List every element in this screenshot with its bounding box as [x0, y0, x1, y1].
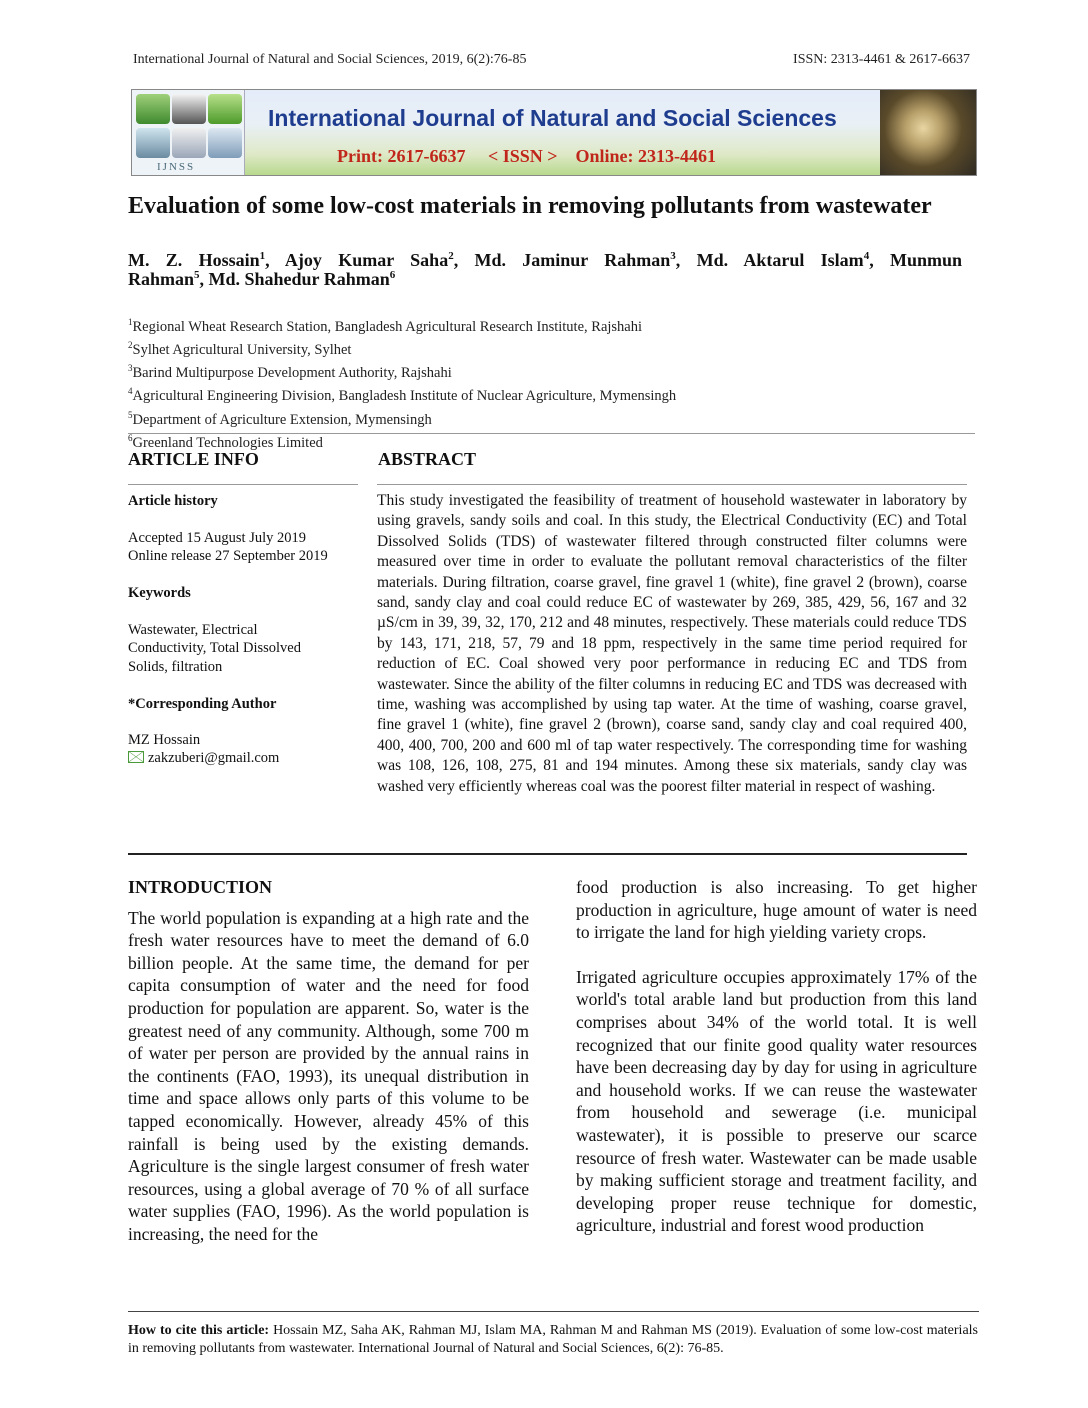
author-name: Md. Aktarul Islam [696, 250, 864, 270]
fish-icon [136, 128, 170, 158]
intro-left-column [128, 876, 529, 1246]
intro-right-column [576, 876, 977, 1237]
author-name-second-part: Rahman [128, 269, 195, 289]
divider [377, 484, 967, 485]
affiliation: $^1$Regional Wheat Research Station, Bangladesh Agricultural Research Institute, Rajshahi [128, 317, 643, 335]
banner-issn: Print: 2617-6637 < ISSN > Online: 2313-4461 [337, 146, 717, 166]
journal-logo [132, 90, 245, 175]
introduction-heading: INTRODUCTION [128, 877, 273, 897]
molecule-icon [172, 128, 206, 158]
citation-label: How to cite this article: [128, 1323, 270, 1338]
article-info-heading: ARTICLE INFO [128, 449, 259, 469]
author-list-line2: Rahman$^5$, Md. Shahedur Rahman$^6$ [128, 269, 396, 289]
paragraph: food production is also increasing. To get higher production in agriculture, huge amount of water is need to irrigate the land for high yielding variety crops. [576, 877, 977, 943]
author-name: Md. Jaminur Rahman [474, 250, 671, 270]
root-photo [880, 90, 976, 175]
author-name: M. Z. Hossain [128, 250, 260, 270]
affiliation: $^2$Sylhet Agricultural University, Sylhet [128, 340, 352, 358]
divider [128, 1311, 979, 1312]
logo-text: IJNSS [157, 161, 196, 173]
email-address[interactable]: zakzuberi@gmail.com [148, 750, 280, 766]
divider [128, 484, 358, 485]
article-history-label: Article history [128, 493, 218, 509]
affiliations [128, 313, 676, 452]
banner-title: International Journal of Natural and Social Sciences [268, 105, 837, 131]
citation-footer [128, 1322, 978, 1359]
divider [128, 433, 975, 434]
running-header-issn: ISSN: 2313-4461 & 2617-6637 [793, 52, 970, 67]
paragraph: Irrigated agriculture occupies approximately 17% of the world's total arable land but production from this land comprises about 34% of the world total. It is well recognized that our finite good quality water resources have been decreasing day by day for using in agriculture and household works. If we can reuse the wastewater from household and sewerage (i.e. municipal wastewater), it is possible to preserve our scarce resource of fresh water. Wastewater can be made usable by making sufficient storage and treatment facility, and developing proper reuse technique for domestic, agriculture, industrial and forest wood production [576, 966, 977, 1236]
corresponding-email[interactable] [128, 749, 358, 767]
divider [128, 853, 967, 855]
accepted-date: Accepted 15 August July 2019 [128, 530, 307, 546]
author-name: Md. Shahedur Rahman [208, 269, 390, 289]
keywords: Wastewater, Electrical Conductivity, Total Dissolved Solids, filtration [128, 622, 301, 675]
author-name: Ajoy Kumar Saha [284, 250, 449, 270]
author-name-first-part: Munmun [889, 250, 963, 270]
affiliation: $^4$Agricultural Engineering Division, Bangladesh Institute of Nuclear Agriculture, Mymensingh [128, 386, 677, 405]
abstract-heading: ABSTRACT [378, 449, 477, 469]
paragraph: The world population is expanding at a high rate and the fresh water resources have to meet the demand of 6.0 billion people. At the same time, the demand for per capita consumption of water and the need for food production for population are apparent. So, water is the greatest need of any community. Although, some 700 m of water per person are provided by the annual rains in the continents (FAO, 1993), its unequal distribution in time and space allows only parts of this volume to be tapped economically. However, already 45% of this rainfall is being used by the existing demands. Agriculture is the single largest consumer of fresh water resources, using a global average of 70 % of all surface water supplies (FAO, 1996). As the world population is increasing, the need for the [128, 907, 529, 1244]
running-header-citation: International Journal of Natural and Social Sciences, 2019, 6(2):76-85 [133, 52, 527, 67]
online-release-date: Online release 27 September 2019 [128, 548, 328, 564]
affiliation: $^6$Greenland Technologies Limited [128, 432, 323, 451]
animal-icon [172, 94, 206, 124]
envelope-icon [128, 751, 144, 763]
article-title: Evaluation of some low-cost materials in removing pollutants from wastewater [128, 193, 932, 219]
keywords-label: Keywords [128, 585, 191, 601]
plant-icon [136, 94, 170, 124]
affiliation: $^3$Barind Multipurpose Development Authority, Rajshahi [128, 363, 452, 382]
abstract-text: This study investigated the feasibility of treatment of household wastewater in laboratory by using gravels, sandy soils and coal. In this study, the Electrical Conductivity (EC) and Total Dissolved Solids (TDS) of wastewater filtered through constructed filter columns were measured over time in order to evaluate the pollutant removal characteristics of the filter materials. During filtration, coarse gravel, fine gravel 1 (white), fine gravel 2 (brown), coarse sand, sandy clay and coal could reduce EC of wastewater by 269, 385, 429, 56, 167 and 32 µS/cm in 39, 39, 32, 170, 212 and 48 minutes, respectively. These materials could reduce TDS by 143, 171, 218, 57, 79 and 18 ppm, respectively in the same time period required for reduction of EC. Coal showed very poor performance in reducing EC and TDS from wastewater. Since the ability of the filter columns in reducing EC and TDS was decreased with time, washing was accomplished by using tap water. At the time of washing, coarse gravel, fine gravel 1 (white), fine gravel 2 (brown), coarse sand, sandy clay and coal required 400, 400, 400, 700, 200 and 600 ml of tap water respectively. The corresponding time for washing was 108, 126, 108, 275, 81 and 194 minutes. Among these six materials, sandy clay was washed very efficiently whereas coal was the poorest filter material in respect of washing. [377, 492, 967, 795]
lab-icon [208, 128, 242, 158]
journal-banner [131, 89, 977, 176]
citation-text: Hossain MZ, Saha AK, Rahman MJ, Islam MA, Rahman M and Rahman MS (2019). Evaluation of some low-cost materials in removing pollutants from wastewater. International Journal of Natural and Social Sciences, 6(2): 76-85. [128, 1323, 979, 1357]
leaf-icon [208, 94, 242, 124]
author-list-line1: M. Z. Hossain$^1$, Ajoy Kumar Saha$^2$, Md. Jaminur Rahman$^3$, Md. Aktarul Islam$^4$, Munmun [128, 250, 963, 270]
affiliation: $^5$Department of Agriculture Extension, Mymensingh [128, 409, 432, 428]
corresponding-author-label: *Corresponding Author [128, 696, 277, 712]
corresponding-author-name: MZ Hossain [128, 732, 201, 748]
